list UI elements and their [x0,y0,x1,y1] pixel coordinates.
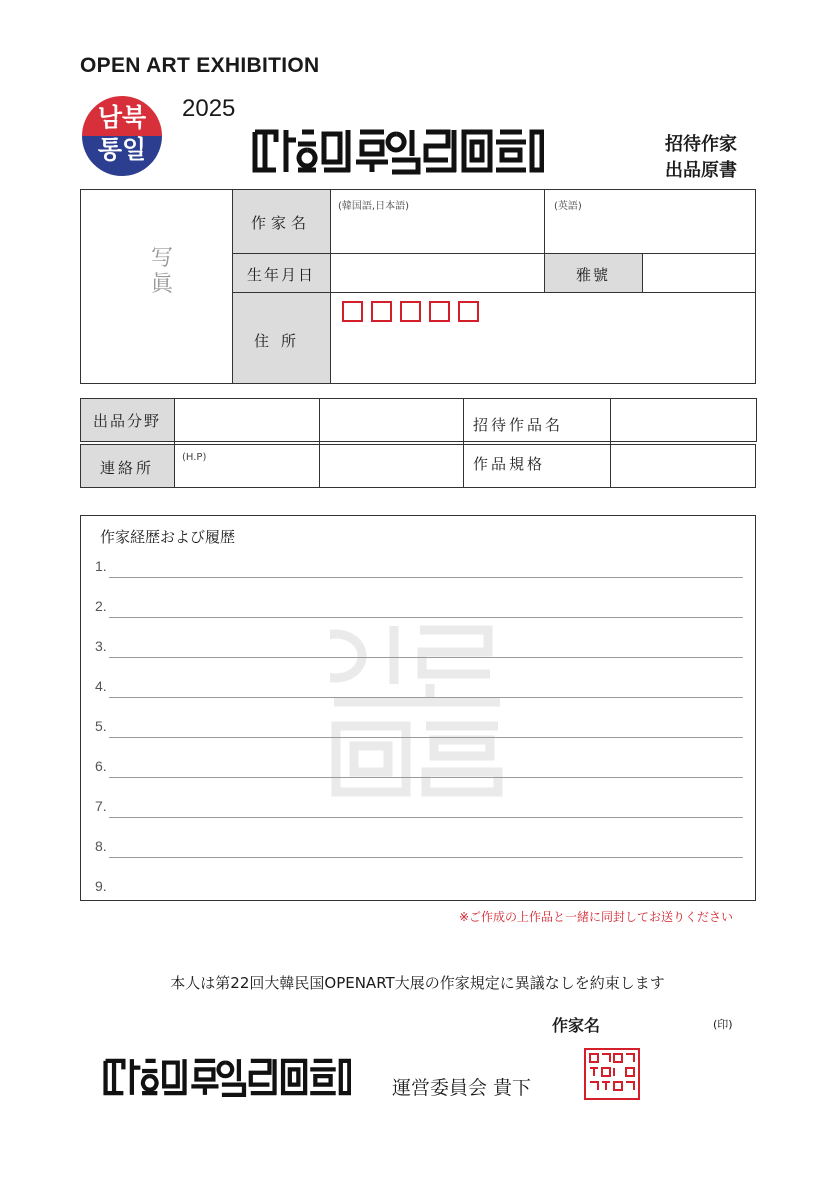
history-row[interactable] [95,578,743,618]
work-size-label: 作品規格 [473,455,546,473]
history-row-number: 2. [95,598,107,614]
pledge-statement: 本人は第22回大韓民国OPENART大展の作家規定に異議なしを約束します [170,974,665,992]
birth-date-label: 生年月日 [246,266,315,284]
badge-top-text: 남북 [97,103,147,132]
photo-label-line2: 眞 [150,272,173,297]
photo-placeholder [142,246,182,298]
history-row[interactable] [95,738,743,778]
artist-name-en-field[interactable] [545,212,755,252]
history-row-number: 7. [95,798,107,814]
work-title-field[interactable] [611,399,756,441]
history-row[interactable] [95,538,743,578]
career-history-title: 作家経歴および履歴 [100,528,236,546]
signature-field[interactable] [610,1010,710,1036]
history-row-number: 6. [95,758,107,774]
committee-addressee: 運営委員会 貴下 [392,1077,532,1099]
history-row[interactable] [95,618,743,658]
official-seal-stamp [584,1048,640,1100]
history-row[interactable] [95,778,743,818]
history-row[interactable] [95,698,743,738]
seal-mark: (印) [713,1018,733,1031]
seal-pattern [586,1050,638,1098]
contact-label: 連絡所 [99,459,154,477]
exhibition-logo [252,126,544,176]
exhibition-title-en: OPEN ART EXHIBITION [80,54,320,77]
work-title-label: 招待作品名 [473,416,564,434]
invite-title [665,132,737,184]
invite-title-line1: 招待作家 [665,134,737,155]
pen-name-label: 雅號 [575,266,610,284]
artist-name-label: 作家名 [250,214,311,232]
artist-name-native-hint: (韓国語,日本語) [338,201,409,212]
history-row-number: 3. [95,638,107,654]
signature-label: 作家名 [552,1016,601,1035]
history-row-number: 1. [95,558,107,574]
enclosure-note: ※ご作成の上作品と一緒に同封してお送りください [458,910,733,924]
history-row[interactable] [95,858,743,898]
artist-name-native-field[interactable] [331,212,543,252]
pen-name-field[interactable] [643,254,755,291]
history-row-number: 4. [95,678,107,694]
contact-hint: (H.P) [182,452,207,463]
year-label: 2025 [182,95,236,122]
address-label: 住所 [253,332,308,350]
footer-exhibition-logo [103,1055,351,1099]
artist-name-en-hint: (英語) [554,201,582,212]
birth-date-field[interactable] [331,254,543,291]
address-field[interactable] [331,330,755,382]
history-row[interactable] [95,818,743,858]
category-label: 出品分野 [92,412,161,430]
history-row[interactable] [95,658,743,698]
contact-field[interactable] [175,445,463,487]
unification-badge [82,96,162,176]
category-field[interactable] [175,399,463,441]
photo-label-line1: 写 [150,246,173,271]
history-row-number: 9. [95,878,107,894]
history-row-number: 8. [95,838,107,854]
history-row-number: 5. [95,718,107,734]
badge-bottom-text: 통일 [97,135,147,164]
postal-code-boxes[interactable] [342,301,492,325]
invite-title-line2: 出品原書 [665,160,737,181]
work-size-field[interactable] [611,445,756,487]
